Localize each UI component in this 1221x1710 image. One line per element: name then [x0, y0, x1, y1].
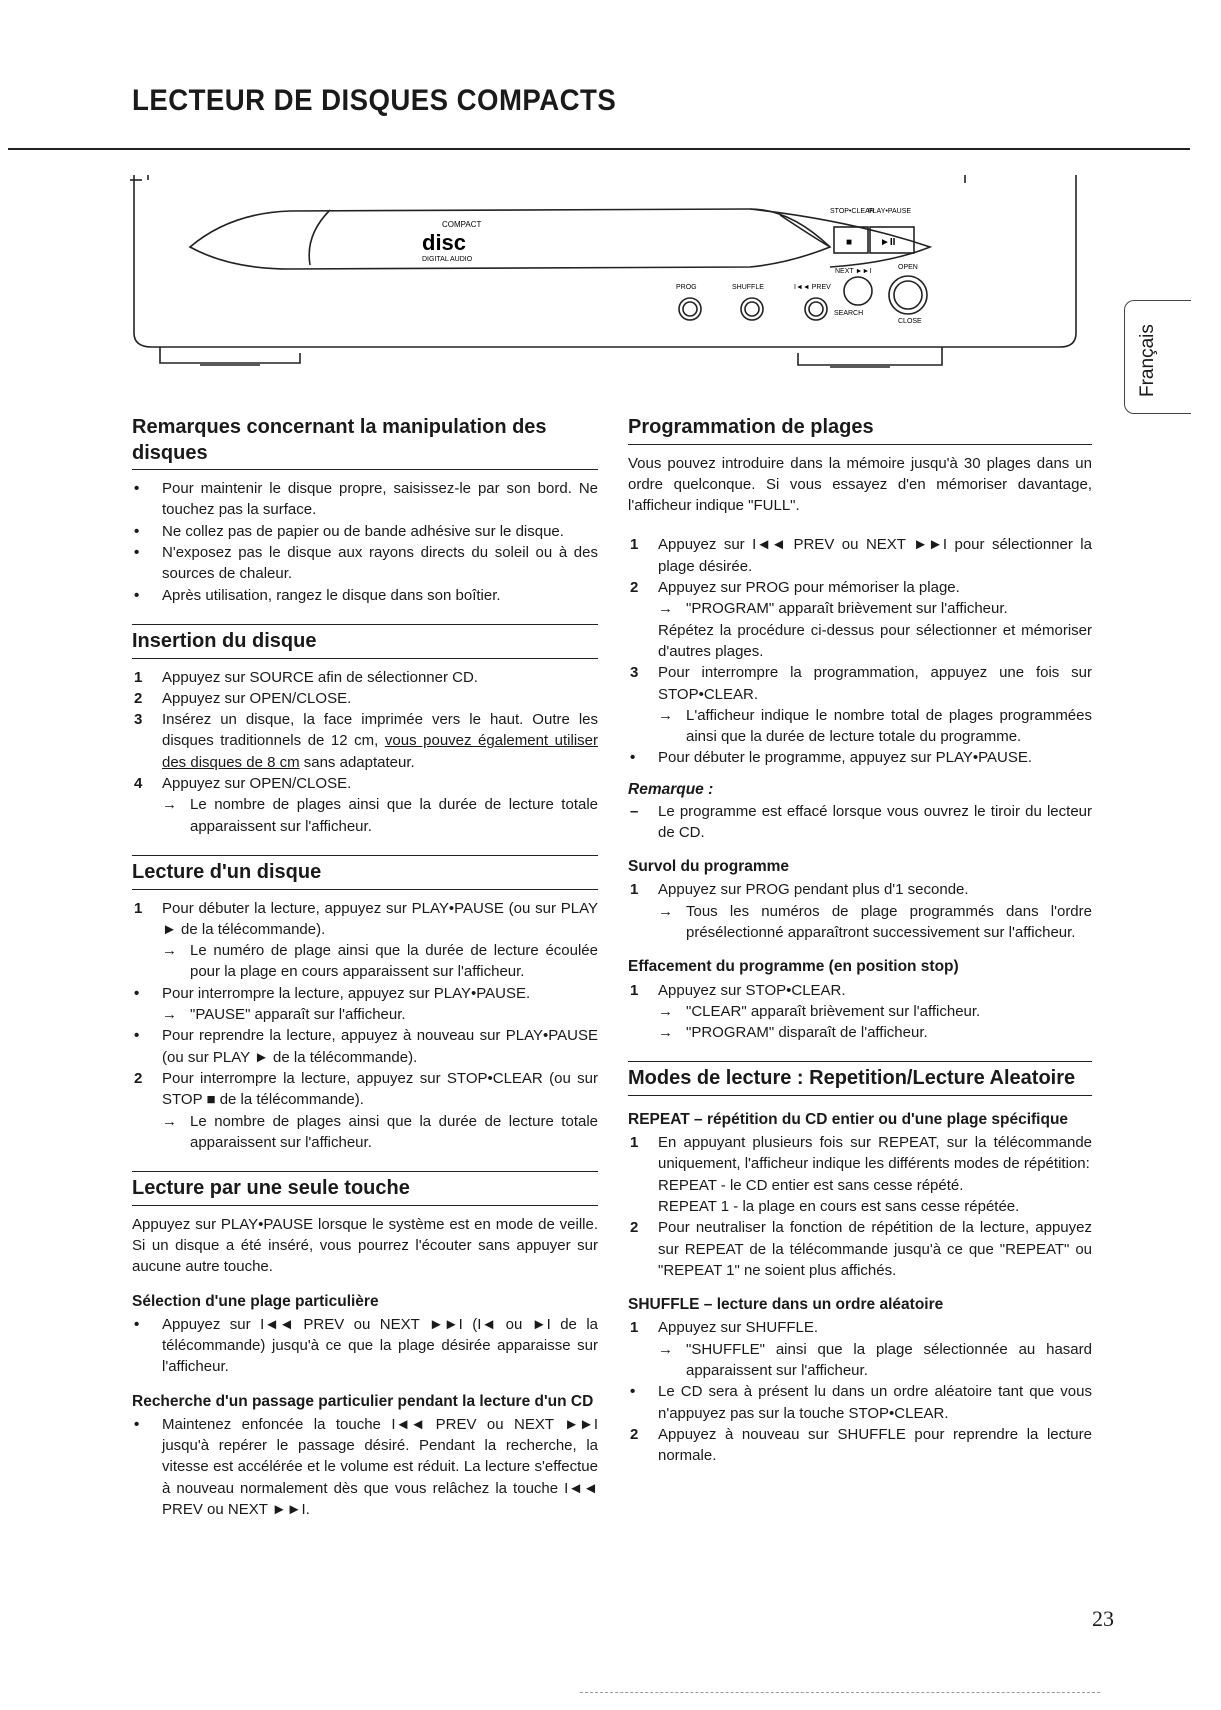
- page-number: 23: [1092, 1606, 1114, 1631]
- list-continuation: REPEAT - le CD entier est sans cesse répété.: [658, 1176, 964, 1194]
- list-item: • Pour maintenir le disque propre, saisissez-le par son bord. Ne touchez pas la surface.: [134, 480, 598, 519]
- list-subitem: → "PROGRAM" disparaît de l'afficheur.: [658, 1024, 928, 1042]
- list-subitem: → "CLEAR" apparaît brièvement sur l'afficheur.: [658, 1002, 981, 1020]
- list-item: • Le CD sera à présent lu dans un ordre aléatoire tant que vous n'appuyez pas sur la touche STOP•CLEAR.: [630, 1383, 1092, 1422]
- left-column: [132, 415, 598, 1520]
- section-heading: Lecture par une seule touche: [132, 1171, 598, 1206]
- play-symbol: ►II: [880, 237, 896, 248]
- subsection-heading: Recherche d'un passage particulier pendant la lecture d'un CD: [132, 1392, 594, 1410]
- list-item: 1 Appuyez sur SHUFFLE.: [630, 1319, 819, 1337]
- list-item: • Après utilisation, rangez le disque dans son boîtier.: [134, 586, 501, 604]
- logo-compact: COMPACT: [442, 220, 482, 229]
- section-play-modes: [628, 1061, 1092, 1466]
- list-item: • N'exposez pas le disque aux rayons directs du soleil ou à des sources de chaleur.: [134, 544, 598, 583]
- note-text: – Le programme est effacé lorsque vous ouvrez le tiroir du lecteur de CD.: [630, 802, 1092, 842]
- label-prev: I◄◄ PREV: [794, 284, 831, 291]
- list-item: 2 Appuyez sur PROG pour mémoriser la plage.: [630, 579, 960, 597]
- label-next: NEXT ►►I: [835, 268, 872, 275]
- paragraph: Appuyez sur PLAY•PAUSE lorsque le système est en mode de veille. Si un disque a été inséré, vous pourrez l'écouter sans appuyer sur aucune autre touche.: [132, 1215, 598, 1276]
- logo-disc: disc: [422, 230, 467, 255]
- list-item: 2 Pour interrompre la lecture, appuyez sur STOP•CLEAR (ou sur STOP ■ de la télécommande).: [134, 1069, 598, 1109]
- header-rule: [8, 148, 1190, 150]
- list-item: 4 Appuyez sur OPEN/CLOSE.: [134, 775, 352, 793]
- list-item: • Maintenez enfoncée la touche I◄◄ PREV ou NEXT ►►I jusqu'à repérer le passage désiré. Pendant la recherche, la vitesse est accélérée et le volume est réduit. La lecture s'effectue à nouveau normalement dès que vous relâchez la touche I◄◄ PREV ou NEXT ►►I.: [134, 1415, 598, 1518]
- list-item: • Pour reprendre la lecture, appuyez à nouveau sur PLAY•PAUSE (ou sur PLAY ► de la télécommande).: [134, 1027, 598, 1066]
- list-continuation: Répétez la procédure ci-dessus pour sélectionner et mémoriser d'autres plages.: [658, 621, 1092, 660]
- section-heading: Lecture d'un disque: [132, 855, 598, 890]
- next-search-button: [844, 277, 872, 305]
- section-heading: Insertion du disque: [132, 624, 598, 659]
- paragraph: Vous pouvez introduire dans la mémoire jusqu'à 30 plages dans un ordre quelconque. Si vous essayez d'en mémoriser davantage, l'afficheur indique "FULL".: [628, 454, 1092, 515]
- label-search: SEARCH: [834, 310, 864, 317]
- logo-digital-audio: DIGITAL AUDIO: [422, 256, 473, 263]
- label-play-pause: PLAY•PAUSE: [868, 208, 912, 215]
- list-item: 2 Appuyez à nouveau sur SHUFFLE pour reprendre la lecture normale.: [630, 1425, 1092, 1465]
- list-subitem: → Le nombre de plages ainsi que la durée de lecture totale apparaissent sur l'afficheur.: [162, 1112, 598, 1151]
- list-item: 1 Appuyez sur SOURCE afin de sélectionner CD.: [134, 668, 478, 686]
- list-item: 1 Pour débuter la lecture, appuyez sur PLAY•PAUSE (ou sur PLAY ► de la télécommande).: [134, 899, 598, 938]
- list-subitem: → Le nombre de plages ainsi que la durée de lecture totale apparaissent sur l'afficheur.: [162, 796, 598, 835]
- list-item: 1 Appuyez sur PROG pendant plus d'1 seconde.: [630, 881, 969, 899]
- label-stop-clear: STOP•CLEAR: [830, 208, 875, 215]
- label-prog: PROG: [676, 284, 697, 291]
- section-one-touch: [132, 1171, 598, 1520]
- language-tab-label: Français: [1137, 324, 1158, 397]
- list-item: 3 Insérez un disque, la face imprimée vers le haut. Outre les disques traditionnels de 12 cm, vous pouvez également utiliser des disques de 8 cm sans adaptateur.: [134, 711, 599, 771]
- section-heading: Remarques concernant la manipulation des disques: [132, 415, 598, 470]
- section-handling: [132, 415, 598, 606]
- list-item: • Pour interrompre la lecture, appuyez sur PLAY•PAUSE.: [134, 984, 531, 1002]
- list-continuation: REPEAT 1 - la plage en cours est sans cesse répétée.: [658, 1198, 1020, 1216]
- page-title: LECTEUR DE DISQUES COMPACTS: [132, 84, 617, 117]
- label-shuffle: SHUFFLE: [732, 284, 764, 291]
- subsection-heading: REPEAT – répétition du CD entier ou d'une plage spécifique: [628, 1111, 1069, 1128]
- list-subitem: → Le numéro de plage ainsi que la durée de lecture écoulée pour la plage en cours apparaissent sur l'afficheur.: [162, 942, 598, 981]
- cd-player-illustration: [130, 175, 1082, 415]
- disc-tray: [190, 209, 830, 269]
- stop-symbol: ■: [846, 237, 853, 248]
- list-subitem: → L'afficheur indique le nombre total de plages programmées ainsi que la durée de lecture totale du programme.: [658, 706, 1092, 746]
- right-column: [628, 415, 1092, 1466]
- label-close: CLOSE: [898, 318, 922, 325]
- section-programming: [628, 415, 1092, 1043]
- subsection-heading: Effacement du programme (en position stop): [628, 958, 959, 976]
- player-foot-left: [160, 347, 300, 363]
- label-open: OPEN: [898, 264, 918, 271]
- scan-artifact-line: [580, 1692, 1100, 1695]
- list-item: • Ne collez pas de papier ou de bande adhésive sur le disque.: [134, 522, 564, 540]
- list-item: 2 Pour neutraliser la fonction de répétition de la lecture, appuyez sur REPEAT de la télécommande jusqu'à ce que "REPEAT" ou "REPEAT 1" ne soient plus affichés.: [630, 1219, 1092, 1279]
- list-item: 3 Pour interrompre la programmation, appuyez une fois sur STOP•CLEAR.: [630, 664, 1092, 703]
- section-heading: Modes de lecture : Repetition/Lecture Aleatoire: [628, 1061, 1092, 1096]
- list-item: 2 Appuyez sur OPEN/CLOSE.: [134, 689, 352, 707]
- player-foot-right: [798, 347, 942, 365]
- list-item: • Pour débuter le programme, appuyez sur PLAY•PAUSE.: [630, 749, 1033, 767]
- section-insertion: [132, 624, 598, 837]
- subsection-heading: Sélection d'une plage particulière: [132, 1292, 379, 1310]
- section-heading: Programmation de plages: [628, 415, 1092, 445]
- subsection-heading: Survol du programme: [628, 858, 790, 876]
- list-subitem: → "PROGRAM" apparaît brièvement sur l'afficheur.: [658, 600, 1008, 618]
- language-tab: [1124, 300, 1191, 414]
- section-playback: [132, 855, 598, 1153]
- list-item: 1 Appuyez sur I◄◄ PREV ou NEXT ►►I pour sélectionner la plage désirée.: [630, 536, 1092, 575]
- list-item: 1 Appuyez sur STOP•CLEAR.: [630, 981, 846, 999]
- list-subitem: → "SHUFFLE" ainsi que la plage sélectionnée au hasard apparaissent sur l'afficheur.: [658, 1340, 1092, 1379]
- list-item: • Appuyez sur I◄◄ PREV ou NEXT ►►I (I◄ ou ►I de la télécommande) jusqu'à ce que la plage désirée apparaisse sur l'afficheur.: [134, 1315, 598, 1376]
- list-item: 1 En appuyant plusieurs fois sur REPEAT, sur la télécommande uniquement, l'afficheur indique les différents modes de répétition:: [630, 1134, 1092, 1173]
- subsection-heading: SHUFFLE – lecture dans un ordre aléatoire: [628, 1296, 944, 1314]
- note-title: Remarque :: [628, 780, 714, 798]
- list-subitem: → Tous les numéros de plage programmés dans l'ordre présélectionné apparaîtront successivement sur l'afficheur.: [658, 902, 1092, 942]
- list-subitem: → "PAUSE" apparaît sur l'afficheur.: [162, 1006, 406, 1024]
- player-body: [134, 175, 1076, 347]
